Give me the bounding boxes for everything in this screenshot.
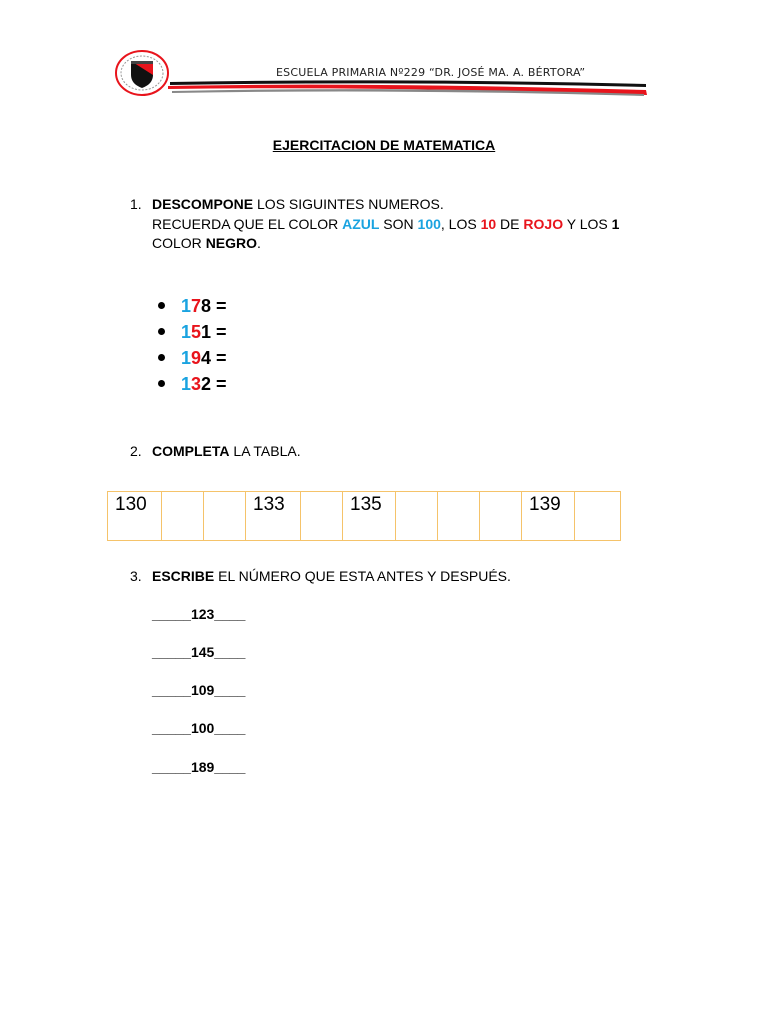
cell-value — [204, 492, 245, 494]
tens-digit: 7 — [191, 296, 202, 316]
question-2 — [130, 442, 301, 462]
table-cell[interactable] — [204, 492, 246, 541]
units-digit: 8 — [201, 296, 212, 316]
table-cell[interactable] — [301, 492, 343, 541]
hundreds-digit: 1 — [181, 348, 192, 368]
blank-before[interactable]: _____ — [152, 759, 191, 775]
bullet-icon — [158, 328, 165, 335]
table-row — [108, 492, 621, 541]
fill-item — [152, 606, 245, 622]
text: . — [257, 235, 261, 251]
instruction-verb: COMPLETA — [152, 443, 230, 459]
text: COLOR — [152, 235, 206, 251]
blank-after[interactable]: ____ — [214, 682, 246, 698]
cell-value — [396, 492, 437, 494]
cell-value — [438, 492, 479, 494]
one-value: 1 — [611, 215, 620, 232]
equals-sign: = — [211, 296, 227, 316]
hundreds-digit: 1 — [181, 374, 192, 394]
fill-item — [152, 720, 245, 736]
tens-digit: 3 — [191, 374, 202, 394]
list-item — [158, 347, 227, 373]
number-table — [107, 491, 621, 541]
blank-before[interactable]: _____ — [152, 606, 191, 622]
list-item — [158, 321, 227, 347]
cell-value: 139 — [529, 494, 561, 515]
instruction-text: EL NÚMERO QUE ESTA ANTES Y DESPUÉS. — [214, 568, 511, 584]
question-3 — [130, 567, 511, 587]
cell-value — [162, 492, 203, 494]
table-cell[interactable] — [162, 492, 204, 541]
fill-item — [152, 682, 245, 698]
table-cell[interactable] — [343, 492, 396, 541]
rojo-word: ROJO — [523, 215, 564, 232]
number-value: 100 — [190, 720, 215, 736]
header-swoosh — [166, 76, 650, 98]
text: , LOS — [440, 215, 481, 232]
tens-digit: 9 — [191, 348, 202, 368]
blank-before[interactable]: _____ — [152, 720, 191, 736]
number-value: 145 — [190, 644, 215, 660]
question-1 — [130, 195, 690, 254]
decompose-list — [158, 295, 227, 399]
azul-word: AZUL — [342, 215, 380, 232]
units-digit: 1 — [201, 322, 212, 342]
cell-value: 135 — [350, 494, 382, 515]
school-name: ESCUELA PRIMARIA Nº229 “DR. JOSÉ MA. A. BÉRTORA” — [276, 66, 586, 79]
blank-before[interactable]: _____ — [152, 682, 191, 698]
question-1-line-3 — [130, 234, 690, 254]
text: Y LOS — [563, 215, 612, 232]
bullet-icon — [158, 302, 165, 309]
blank-after[interactable]: ____ — [214, 759, 246, 775]
table-cell[interactable] — [108, 492, 162, 541]
question-number: 3. — [130, 568, 142, 584]
equals-sign: = — [211, 322, 227, 342]
instruction-text: LA TABLA. — [229, 443, 301, 459]
table-cell[interactable] — [396, 492, 438, 541]
table-cell[interactable] — [575, 492, 621, 541]
ten-value: 10 — [480, 215, 497, 232]
blank-after[interactable]: ____ — [214, 720, 246, 736]
table-cell[interactable] — [522, 492, 575, 541]
question-number: 2. — [130, 443, 142, 459]
cell-value — [301, 492, 342, 494]
hundreds-digit: 1 — [181, 322, 192, 342]
instruction-text: LOS SIGUINTES NUMEROS. — [253, 196, 444, 212]
hundred-value: 100 — [417, 215, 441, 232]
bullet-icon — [158, 380, 165, 387]
text: SON — [379, 215, 418, 232]
table-cell[interactable] — [480, 492, 522, 541]
school-logo — [114, 49, 170, 97]
list-item — [158, 373, 227, 399]
equals-sign: = — [211, 374, 227, 394]
cell-value — [575, 492, 620, 494]
units-digit: 2 — [201, 374, 212, 394]
text: DE — [496, 215, 524, 232]
fill-item — [152, 644, 245, 660]
blank-before[interactable]: _____ — [152, 644, 191, 660]
question-1-line-1 — [130, 195, 690, 215]
question-1-line-2 — [130, 215, 690, 235]
number-value: 109 — [190, 682, 215, 698]
hundreds-digit: 1 — [181, 296, 192, 316]
equals-sign: = — [211, 348, 227, 368]
fill-item — [152, 759, 245, 775]
question-number: 1. — [130, 196, 142, 212]
table-cell[interactable] — [438, 492, 480, 541]
number-value: 123 — [190, 606, 215, 622]
tens-digit: 5 — [191, 322, 202, 342]
blank-after[interactable]: ____ — [214, 606, 246, 622]
cell-value: 133 — [253, 494, 285, 515]
cell-value: 130 — [115, 494, 147, 515]
bullet-icon — [158, 354, 165, 361]
units-digit: 4 — [201, 348, 212, 368]
table-cell[interactable] — [246, 492, 301, 541]
cell-value — [480, 492, 521, 494]
negro-word: NEGRO — [205, 235, 258, 251]
text: RECUERDA QUE EL COLOR — [152, 215, 343, 232]
list-item — [158, 295, 227, 321]
number-value: 189 — [190, 759, 215, 775]
page-title: EJERCITACION DE MATEMATICA — [272, 137, 496, 153]
blank-after[interactable]: ____ — [214, 644, 246, 660]
instruction-verb: DESCOMPONE — [152, 196, 254, 212]
instruction-verb: ESCRIBE — [152, 568, 215, 584]
